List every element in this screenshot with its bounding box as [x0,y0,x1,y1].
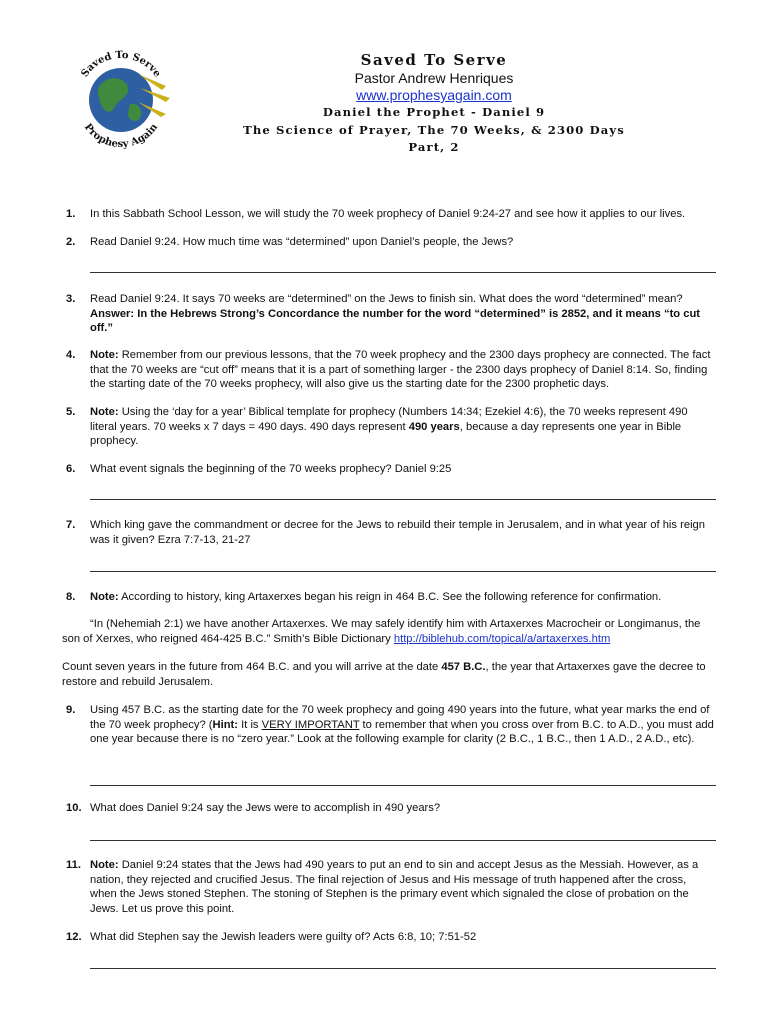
count-paragraph: Count seven years in the future from 464 B.C. and you will arrive at the date 457 B.C., the year that Artaxerxes gave the decree to restore and rebuild Jerusalem. [62,661,706,688]
subtitle-2: The Science of Prayer, The 70 Weeks, & 2300 Days [243,122,625,137]
answer-line-10[interactable] [90,840,716,841]
pastor-name: Pastor Andrew Henriques [354,70,514,86]
page-title: Saved To Serve [360,51,508,69]
question-6: 6. What event signals the beginning of the 70 weeks prophecy? Daniel 9:25 [66,463,452,475]
question-4: 4. Note: Remember from our previous lessons, that the 70 week prophecy and the 2300 days prophecy are connected. The fact that the 70 weeks are “cut off” means that it is a part of something larger - the 2300 days prophecy of Daniel 8:14. So, finding the starting date of the 70 weeks prophecy, will also give us the starting date for the 2300 prophetic days. [66,349,711,390]
question-7: 7. Which king gave the commandment or decree for the Jews to rebuild their temple in Jerusalem, and in what year of his reign was it given? Ezra 7:7-13, 21-27 [66,519,705,546]
answer-line-2[interactable] [90,272,716,273]
question-5: 5. Note: Using the ‘day for a year’ Biblical template for prophecy (Numbers 14:34; Ezekiel 4:6), the 70 weeks represent 490 literal years. 70 weeks x 7 days = 490 days. 490 days represent 490 years, because a day represents one year in Bible prophecy. [66,406,688,447]
question-8: 8. Note: According to history, king Artaxerxes began his reign in 464 B.C. See the following reference for confirmation. [66,591,662,603]
biblehub-link[interactable]: http://biblehub.com/topical/a/artaxerxes.htm [393,632,611,645]
logo [66,44,176,154]
website-link[interactable]: www.prophesyagain.com [356,87,512,103]
logo-top-text: Saved To Serve [79,49,163,80]
question-3: 3. Read Daniel 9:24. It says 70 weeks are “determined” on the Jews to finish sin. What does the word “determined” mean? Answer: In the Hebrews Strong’s Concordance the number for the word “determined” is 2852, and it means “to cut off.” [62,292,716,336]
question-10: 10. What does Daniel 9:24 say the Jews were to accomplish in 490 years? [66,802,441,814]
page-header [190,50,678,157]
question-2: 2. Read Daniel 9:24. How much time was “determined” upon Daniel’s people, the Jews? [66,236,514,248]
subtitle-1: Daniel the Prophet - Daniel 9 [322,105,546,119]
question-12: 12. What did Stephen say the Jewish leaders were guilty of? Acts 6:8, 10; 7:51-52 [66,931,477,943]
globe-icon [66,44,176,154]
logo-bottom-text: Prophesy Again [81,121,161,151]
question-11: 11. Note: Daniel 9:24 states that the Jews had 490 years to put an end to sin and accept Jesus as the Messiah. However, as a nation, they rejected and crucified Jesus. The final rejection of Jesus and His message of truth happened after the cross, when the Jews stoned Stephen. The stoning of Stephen is the primary event which signaled the close of probation on the Jews. Let us prove this point. [66,859,699,915]
answer-line-6[interactable] [90,499,716,500]
question-9: 9. Using 457 B.C. as the starting date for the 70 week prophecy and going 490 years into the future, what year marks the end of the 70 week prophecy? (Hint: It is VERY IMPORTANT to remember that when you cross over from B.C. to A.D., you must add one year because there is no “zero year.” Look at the following example for clarity (2 B.C., 1 B.C., then 1 A.D., 2 A.D., etc). [66,704,714,745]
subtitle-3: Part, 2 [408,140,460,154]
answer-line-9[interactable] [90,785,716,786]
answer-line-7[interactable] [90,571,716,572]
quote-paragraph: “In (Nehemiah 2:1) we have another Artaxerxes. We may safely identify him with Artaxerxes Macrocheir or Longimanus, the son of Xerxes, who reigned 464-425 B.C.” Smith’s Bible Dictionary http://biblehub.com/topical/a/artaxerxes.htm [62,618,701,645]
answer-3: Answer: In the Hebrews Strong’s Concordance the number for the word “determined” is 2852, and it means “to cut off.” [90,307,701,334]
question-1: 1. In this Sabbath School Lesson, we will study the 70 week prophecy of Daniel 9:24-27 and see how it applies to our lives. [66,208,686,220]
answer-line-12[interactable] [90,968,716,969]
